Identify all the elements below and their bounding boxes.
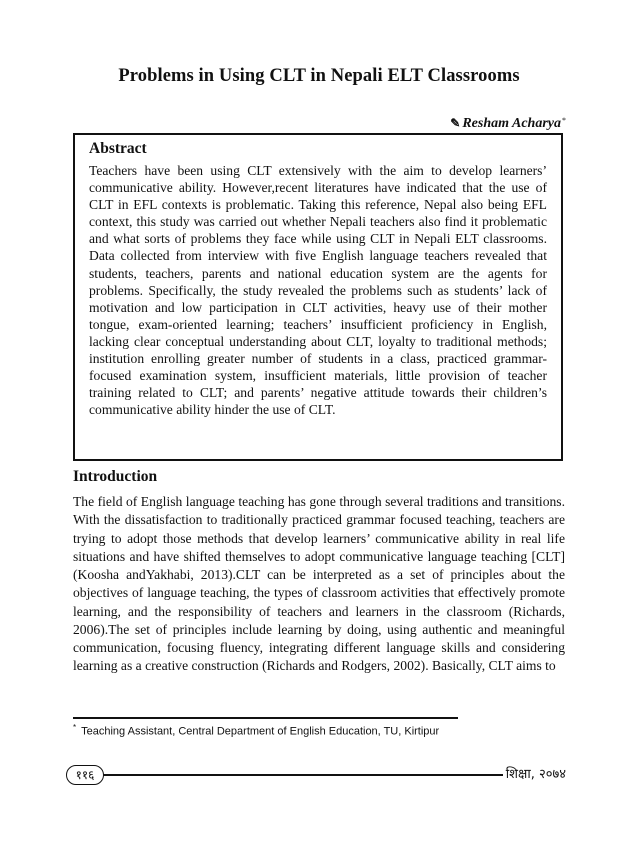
paper-title: Problems in Using CLT in Nepali ELT Classrooms: [118, 66, 520, 86]
footnote-mark: *: [73, 723, 77, 732]
abstract-text: Teachers have been using CLT extensively with the aim to develop learners’ communicative ability. However,recent literatures have indicated that the use of CLT in EFL contexts is problematic. Taking this reference, Nepal also being EFL context, this study was carried out whether Nepali teachers also find it problematic and what sorts of problems they face while using CLT in Nepali ELT classrooms. Data collected from interview with five English language teachers revealed that students, teachers, parents and national education system are the agents for problems. Specifically, the study revealed the problems such as students’ lack of motivation and low participation in CLT activities, heavy use of their mother tongue, exam-oriented learning; teachers’ insufficient proficiency in English, lacking clear conceptual understanding about CLT, loyalty to traditional methods; institution enrolling greater number of students in a class, practiced grammar-focused examination system, insufficient materials, little provision of teacher training related to CLT; and parents’ negative attitude towards their children’s communicative ability hinder the use of CLT.: [89, 163, 547, 418]
footnote-divider: [73, 717, 458, 719]
page-number: ११६: [66, 765, 104, 785]
pen-icon: ✎: [450, 116, 461, 130]
page-footer: [66, 765, 566, 787]
journal-name: शिक्षा, २०७४: [505, 767, 566, 782]
abstract-heading: Abstract: [89, 140, 147, 157]
abstract-box: [73, 133, 563, 461]
author-name: Resham Acharya: [462, 116, 561, 131]
footnote: [73, 723, 439, 738]
introduction-heading: Introduction: [73, 468, 158, 485]
footer-rule: [103, 774, 503, 776]
author-line: [450, 116, 566, 132]
author-footnote-mark: *: [562, 116, 566, 125]
introduction-text: The field of English language teaching has gone through several traditions and transitions. With the dissatisfaction to traditionally practiced grammar focused teaching, teachers are trying to adopt those methods that develop learners’ communicative ability in real life situations and have shifted themselves to adopt communicative language teaching [CLT](Koosha andYakhabi, 2013).CLT can be interpreted as a set of principles about the objectives of language teaching, the types of classroom activities that effectively promote learning, and the responsibility of teachers and learners in the classroom (Richards, 2006).The set of principles include learning by doing, using authentic and meaningful communication, focusing fluency, integrating different language skills and considering learning as a creative construction (Richards and Rodgers, 2002). Basically, CLT aims to: [73, 494, 565, 674]
footnote-text: Teaching Assistant, Central Department of English Education, TU, Kirtipur: [81, 725, 440, 738]
